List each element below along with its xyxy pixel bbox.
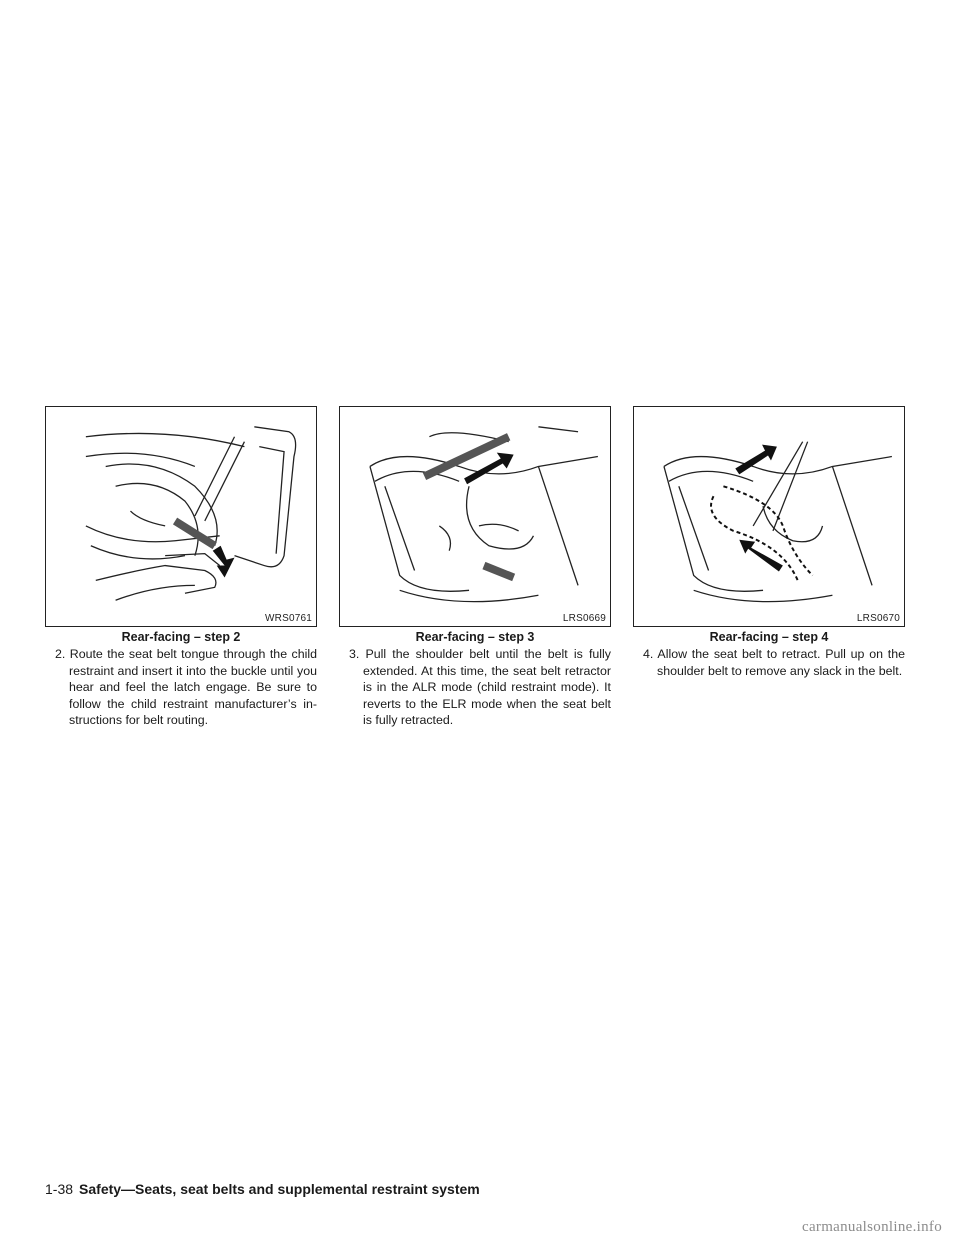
figure-code: LRS0670 xyxy=(856,613,900,624)
instruction-step-3: 3. Pull the shoulder belt until the belt is fully extended. At this time, the seat belt retractor is in the ALR mode (child restraint mode). It reverts to the ELR mode when the seat belt is fully retracted. xyxy=(349,647,611,727)
page-number: 1-38 xyxy=(45,1181,74,1197)
figure-code: WRS0761 xyxy=(265,613,312,624)
child-seat-illustration-step-3 xyxy=(340,407,610,626)
figure-caption: Rear-facing – step 3 xyxy=(415,630,535,644)
watermark-link[interactable]: carmanualsonline.info xyxy=(801,1219,942,1235)
figure-rear-facing-step-4 xyxy=(633,406,905,627)
figure-code: LRS0669 xyxy=(562,613,606,624)
instruction-step-4: 4. Allow the seat belt to retract. Pull up on the shoulder belt to remove any slack in the belt. xyxy=(643,647,905,678)
figure-caption: Rear-facing – step 2 xyxy=(121,630,241,644)
figure-rear-facing-step-2 xyxy=(45,406,317,627)
instruction-step-2: 2. Route the seat belt tongue through the child restraint and insert it into the buckle until you hear and feel the latch engage. Be sure to follow the child restraint manufacturer’s in- structions for belt routing. xyxy=(55,647,317,727)
figure-rear-facing-step-3 xyxy=(339,406,611,627)
page-footer xyxy=(45,1181,480,1197)
child-seat-illustration-step-4 xyxy=(634,407,904,626)
figure-caption: Rear-facing – step 4 xyxy=(709,630,829,644)
section-title: Safety—Seats, seat belts and supplemental restraint system xyxy=(79,1181,480,1197)
child-seat-illustration-step-2 xyxy=(46,407,316,626)
